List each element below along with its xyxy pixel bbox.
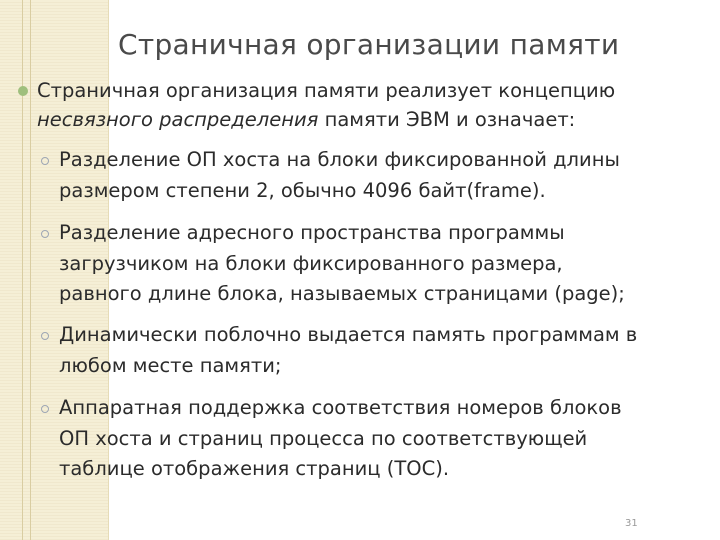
slide-title: Страничная организации памяти [118, 28, 620, 61]
main-paragraph-text: памяти ЭВМ и означает: [318, 108, 576, 131]
sub-item-line: Разделение ОП хоста на блоки фиксированной длины [59, 148, 620, 171]
sub-list-item [59, 145, 719, 206]
sub-bullet-icon [41, 405, 49, 413]
sub-item-line: Разделение адресного пространства программы [59, 221, 565, 244]
italic-term: несвязного распределения [37, 108, 319, 131]
sub-bullet-icon [41, 230, 49, 238]
page-number: 31 [625, 518, 638, 529]
sub-item-line: загрузчиком на блоки фиксированного размера, [59, 251, 563, 275]
sub-list-item [59, 218, 719, 310]
sub-list-item [59, 393, 719, 485]
bullet-dot-icon [18, 86, 28, 96]
decorative-vertical-line [22, 0, 23, 540]
sub-item-line: любом месте памяти; [59, 353, 282, 377]
sub-item-line: Аппаратная поддержка соответствия номеров блоков [59, 396, 622, 419]
main-paragraph-line [37, 105, 713, 134]
sub-bullet-icon [41, 332, 49, 340]
sub-item-line: Динамически поблочно выдается память программам в [59, 323, 638, 346]
sub-item-line: ОП хоста и страниц процесса по соответствующей [59, 426, 588, 450]
sub-item-line: размером степени 2, обычно 4096 байт(frame). [59, 178, 546, 202]
decorative-vertical-line [30, 0, 31, 540]
main-paragraph [37, 76, 713, 134]
sub-bullet-icon [41, 157, 49, 165]
main-paragraph-line: Страничная организация памяти реализует концепцию [37, 79, 616, 102]
sub-item-line: равного длине блока, называемых страницами (page); [59, 282, 625, 305]
sub-item-line: таблице отображения страниц (ТОС). [59, 457, 450, 480]
sub-list-item [59, 320, 719, 381]
